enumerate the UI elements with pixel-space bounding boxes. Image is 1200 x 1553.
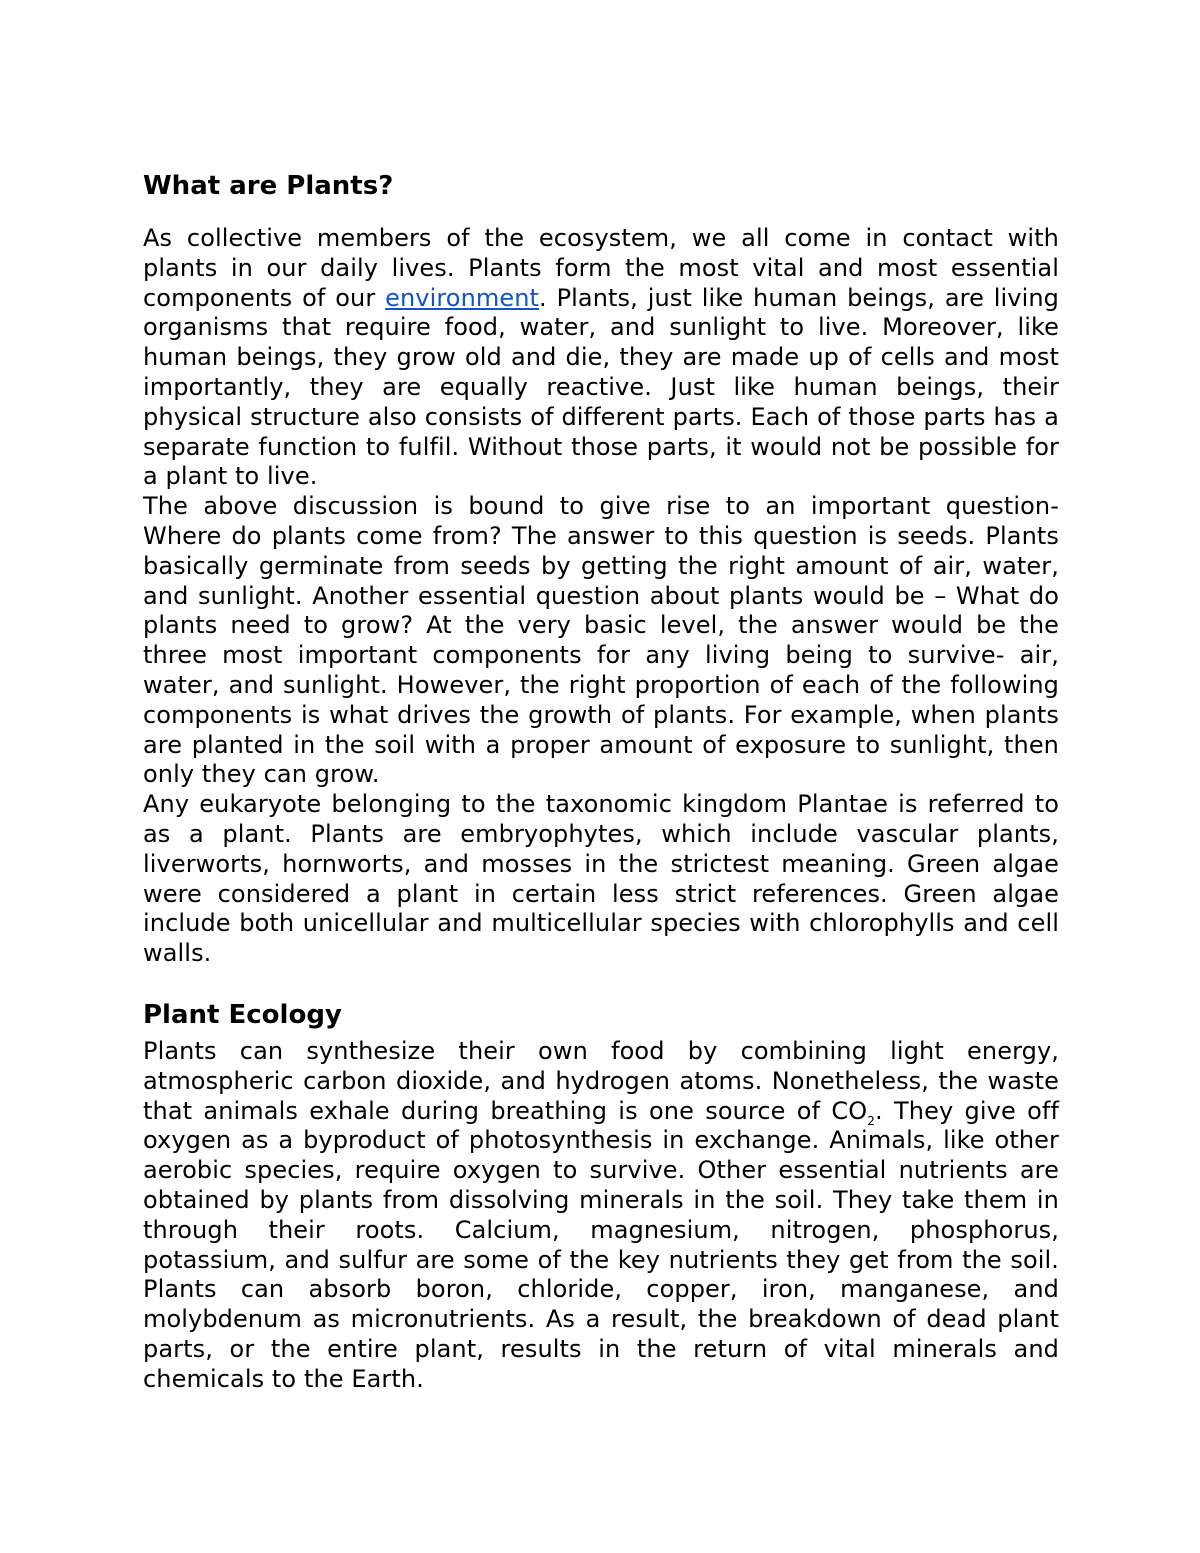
- paragraph-ecology: [143, 1037, 1059, 1395]
- paragraph-intro: [143, 224, 1059, 492]
- co2-subscript: 2: [867, 1113, 876, 1128]
- paragraph-ecology-text-before-sub: Plants can synthesize their own food by combining light energy, atmospheric carbon dioxide, and hydrogen atoms. Nonetheless, the waste that animals exhale during breathing is one source of CO: [143, 1036, 1059, 1125]
- heading-what-are-plants: What are Plants?: [143, 171, 394, 201]
- paragraph-intro-text-after-link: . Plants, just like human beings, are living organisms that require food, water, and sunlight to live. Moreover, like human beings, they grow old and die, they are made up of cells and most importantly, they are equally reactive. Just like human beings, their physical structure also consists of different parts. Each of those parts has a separate function to fulfil. Without those parts, it would not be possible for a plant to live.: [143, 283, 1059, 491]
- paragraph-ecology-text-after-sub: . They give off oxygen as a byproduct of photosynthesis in exchange. Animals, like other aerobic species, require oxygen to survive. Other essential nutrients are obtained by plants from dissolving minerals in the soil. They take them in through their roots. Calcium, magnesium, nitrogen, phosphorus, potassium, and sulfur are some of the key nutrients they get from the soil. Plants can absorb boron, chloride, copper, iron, manganese, and molybdenum as micronutrients. As a result, the breakdown of dead plant parts, or the entire plant, results in the return of vital minerals and chemicals to the Earth.: [143, 1096, 1059, 1393]
- paragraph-intro-text-before-link: As collective members of the ecosystem, we all come in contact with plants in our daily lives. Plants form the most vital and most essential components of our: [143, 224, 1059, 312]
- paragraph-eukaryote: Any eukaryote belonging to the taxonomic kingdom Plantae is referred to as a plant. Plants are embryophytes, which include vascular plants, liverworts, hornworts, and mosses in the strictest meaning. Green algae were considered a plant in certain less strict references. Green algae include both unicellular and multicellular species with chlorophylls and cell walls.: [143, 790, 1059, 968]
- document-page: [143, 166, 1059, 1394]
- environment-link[interactable]: environment: [385, 283, 540, 312]
- paragraph-seeds: The above discussion is bound to give rise to an important question- Where do plants come from? The answer to this question is seeds. Plants basically germinate from seeds by getting the right amount of air, water, and sunlight. Another essential question about plants would be – What do plants need to grow? At the very basic level, the answer would be the three most important components for any living being to survive- air, water, and sunlight. However, the right proportion of each of the following components is what drives the growth of plants. For example, when plants are planted in the soil with a proper amount of exposure to sunlight, then only they can grow.: [143, 492, 1059, 789]
- heading-plant-ecology: Plant Ecology: [143, 999, 342, 1030]
